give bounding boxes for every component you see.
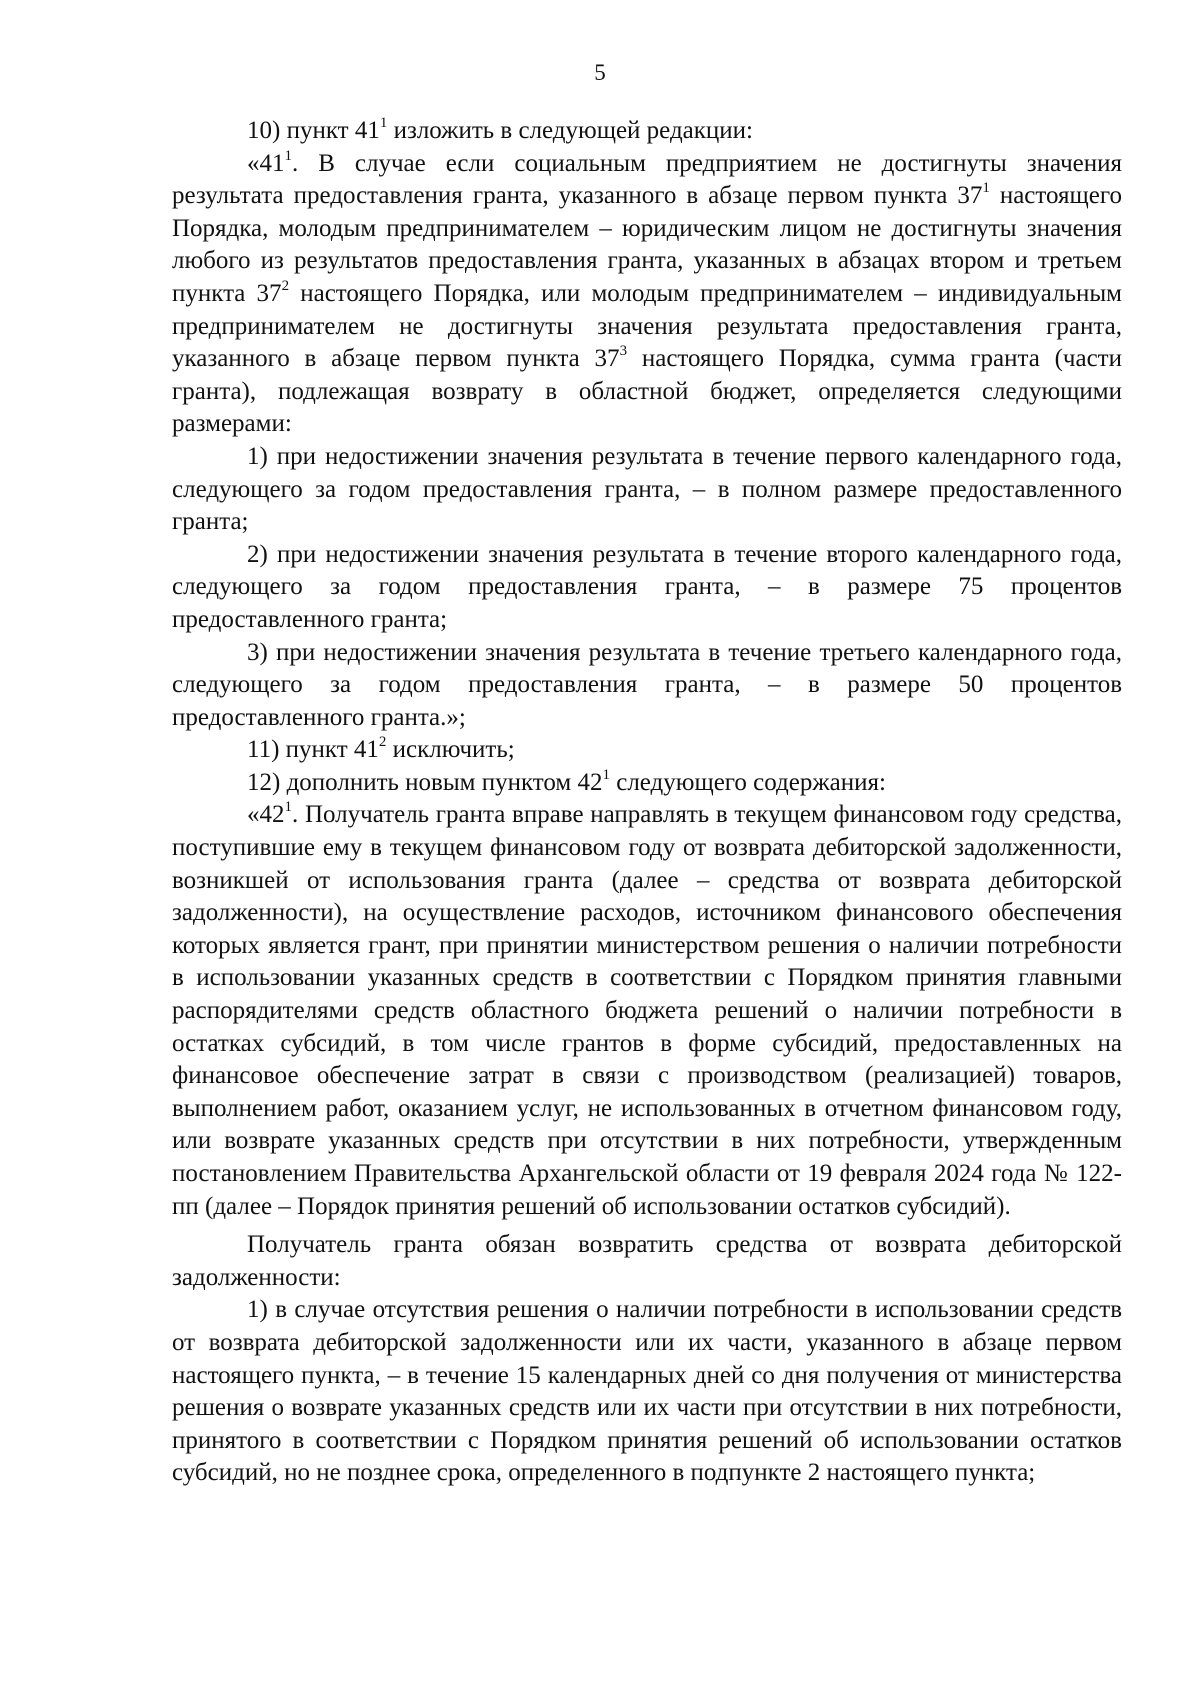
paragraph-sub-2: 2) при недостижении значения результата в течение второго календарного года, следующего за годом предоставления гранта, – в размере 75 процентов предоставленного гранта; [172,540,1122,633]
point-42-text: . Получатель гранта вправе направлять в текущем финансовом году средства, поступившие ему в текущем финансовом году от возврата дебиторской задолженности, возникшей от использования гранта (далее – средства от возврата дебиторской задолженности), на осуществление расходов, источником финансового обеспечения которых является грант, при принятии министерством решения о наличии потребности в использовании указанных средств в соответствии с Порядком принятия главными распорядителями средств областного бюджета решений о наличии потребности в остатках субсидий, в том числе грантов в форме субсидий, предоставленных на финансовое обеспечение затрат в связи с производством (реализацией) товаров, выполнением работ, оказанием услуг, не использованных в отчетном финансовом году, или возврате указанных средств при отсутствии в них потребности, утвержденным постановлением Правительства Архангельской области от 19 февраля 2024 года № 122-пп (далее – Порядок принятия решений об использовании остатков субсидий). [172,801,1122,1220]
superscript: 2 [378,734,387,751]
document-body [172,115,1122,1490]
paragraph-item-10 [172,115,1122,148]
paragraph-recipient-obligation: Получатель гранта обязан возвратить средства от возврата дебиторской задолженности: [172,1231,1122,1291]
point-41-text-c: настоящего Порядка, или молодым предпринимателем – индивидуальным предпринимателем не достигнуты значения результата предоставления гранта, указанного в абзаце первом пункта 37 [172,279,1122,373]
superscript: 1 [284,147,292,164]
item-12-text-end: следующего содержания: [609,768,886,796]
superscript: 3 [619,342,628,359]
paragraph-point-42-1 [172,799,1122,1223]
superscript: 1 [379,114,388,131]
superscript: 2 [281,277,290,294]
page-number: 5 [594,60,606,85]
point-41-text-a: . В случае если социальным предприятием не достигнуты значения результата предоставления гранта, указанного в абзаце первом пункта 37 [172,149,1122,210]
item-12-text: 12) дополнить новым пунктом 42 [247,768,603,796]
item-11-text-end: исключить; [386,736,515,764]
superscript: 1 [982,179,990,196]
paragraph-point-41-1 [172,148,1122,441]
item-10-text: 10) пункт 41 [247,117,380,144]
item-11-text: 11) пункт 41 [247,736,379,764]
point-42-open: «42 [247,801,285,829]
paragraph-sub-3: 3) при недостижении значения результата в течение третьего календарного года, следующего за годом предоставления гранта, – в размере 50 процентов предоставленного гранта.»; [172,638,1122,731]
paragraph-item-12 [172,767,1122,800]
point-41-open: «41 [247,149,285,177]
point-41-text-b: настоящего Порядка, молодым предпринимателем – юридическим лицом не достигнуты значения любого из результатов предоставления гранта, указанных в абзацах втором и третьем пункта 37 [172,182,1123,307]
paragraph-item-11 [172,734,1122,767]
paragraph-sub-1: 1) при недостижении значения результата в течение первого календарного года, следующего за годом предоставления гранта, – в полном размере предоставленного гранта; [172,442,1122,536]
superscript: 1 [284,799,292,816]
superscript: 1 [602,766,610,783]
paragraph-return-case-1: 1) в случае отсутствия решения о наличии потребности в использовании средств от возврата дебиторской задолженности или их части, указанного в абзаце первом настоящего пункта, – в течение 15 календарных дней со дня получения от министерства решения о возврате указанных средств или их части при отсутствии в них потребности, принятого в соответствии с Порядком принятия решений об использовании остатков субсидий, но не позднее срока, определенного в подпункте 2 настоящего пункта; [172,1296,1122,1487]
point-41-text-d: настоящего Порядка, сумма гранта (части гранта), подлежащая возврату в областной бюджет, определяется следующими размерами: [172,345,1122,438]
item-10-text-end: изложить в следующей редакции: [387,117,753,144]
